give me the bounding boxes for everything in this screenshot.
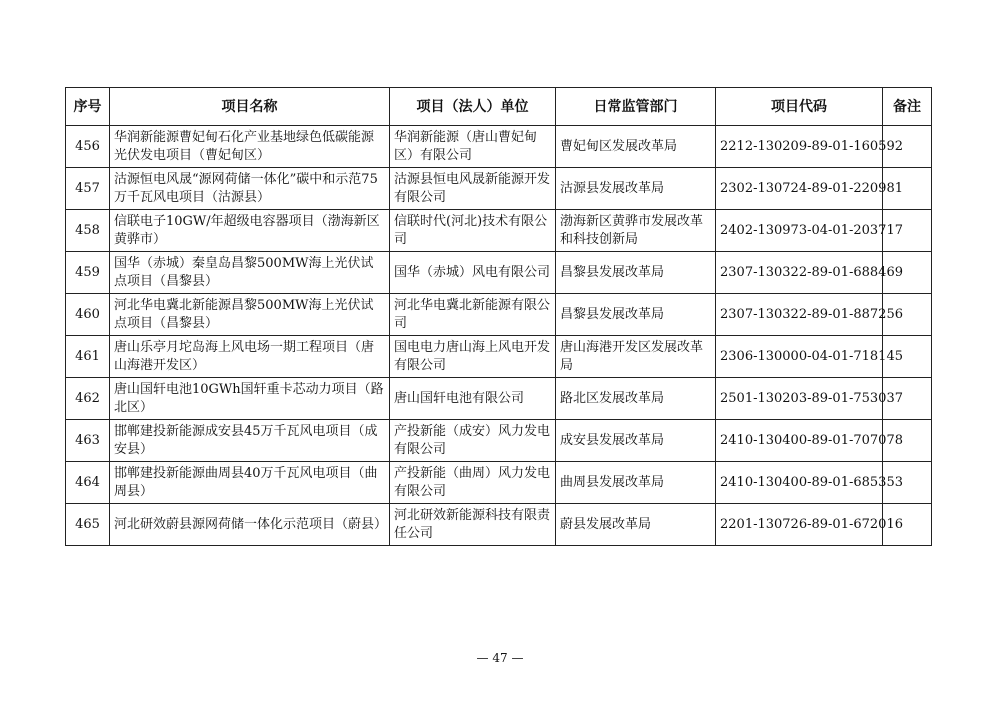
cell-no: 462 (66, 378, 110, 420)
table-row (66, 504, 932, 546)
table-row (66, 210, 932, 252)
table-row (66, 168, 932, 210)
cell-unit: 产投新能（成安）风力发电有限公司 (390, 420, 556, 462)
table-row (66, 378, 932, 420)
table-row (66, 336, 932, 378)
header-unit: 项目（法人）单位 (390, 88, 556, 126)
header-department: 日常监管部门 (556, 88, 716, 126)
cell-no: 463 (66, 420, 110, 462)
cell-unit: 产投新能（曲周）风力发电有限公司 (390, 462, 556, 504)
cell-unit: 唐山国轩电池有限公司 (390, 378, 556, 420)
table-header-row (66, 88, 932, 126)
cell-unit: 信联时代(河北)技术有限公司 (390, 210, 556, 252)
cell-project-name: 信联电子10GW/年超级电容器项目（渤海新区黄骅市） (110, 210, 390, 252)
cell-code: 2307-130322-89-01-688469 (716, 252, 883, 294)
header-project-name: 项目名称 (110, 88, 390, 126)
cell-unit: 华润新能源（唐山曹妃甸区）有限公司 (390, 126, 556, 168)
cell-department: 渤海新区黄骅市发展改革和科技创新局 (556, 210, 716, 252)
cell-department: 曹妃甸区发展改革局 (556, 126, 716, 168)
cell-department: 蔚县发展改革局 (556, 504, 716, 546)
header-code: 项目代码 (716, 88, 883, 126)
cell-unit: 国华（赤城）风电有限公司 (390, 252, 556, 294)
cell-project-name: 唐山国轩电池10GWh国轩重卡芯动力项目（路北区） (110, 378, 390, 420)
cell-code: 2212-130209-89-01-160592 (716, 126, 883, 168)
cell-code: 2306-130000-04-01-718145 (716, 336, 883, 378)
project-table (65, 87, 932, 546)
cell-project-name: 唐山乐亭月坨岛海上风电场一期工程项目（唐山海港开发区） (110, 336, 390, 378)
cell-department: 沽源县发展改革局 (556, 168, 716, 210)
table-row (66, 294, 932, 336)
cell-no: 456 (66, 126, 110, 168)
cell-code: 2402-130973-04-01-203717 (716, 210, 883, 252)
cell-no: 461 (66, 336, 110, 378)
header-note: 备注 (883, 88, 932, 126)
cell-code: 2201-130726-89-01-672016 (716, 504, 883, 546)
table-body (66, 126, 932, 546)
cell-project-name: 河北研效蔚县源网荷储一体化示范项目（蔚县） (110, 504, 390, 546)
cell-unit: 国电电力唐山海上风电开发有限公司 (390, 336, 556, 378)
cell-department: 昌黎县发展改革局 (556, 252, 716, 294)
cell-department: 路北区发展改革局 (556, 378, 716, 420)
cell-project-name: 邯郸建投新能源曲周县40万千瓦风电项目（曲周县） (110, 462, 390, 504)
cell-project-name: 河北华电冀北新能源昌黎500MW海上光伏试点项目（昌黎县） (110, 294, 390, 336)
cell-department: 唐山海港开发区发展改革局 (556, 336, 716, 378)
cell-no: 457 (66, 168, 110, 210)
cell-no: 460 (66, 294, 110, 336)
cell-code: 2410-130400-89-01-685353 (716, 462, 883, 504)
cell-department: 昌黎县发展改革局 (556, 294, 716, 336)
table-row (66, 462, 932, 504)
cell-no: 458 (66, 210, 110, 252)
cell-code: 2410-130400-89-01-707078 (716, 420, 883, 462)
table-row (66, 126, 932, 168)
cell-project-name: 华润新能源曹妃甸石化产业基地绿色低碳能源光伏发电项目（曹妃甸区） (110, 126, 390, 168)
header-no: 序号 (66, 88, 110, 126)
cell-unit: 沽源县恒电风晟新能源开发有限公司 (390, 168, 556, 210)
cell-code: 2501-130203-89-01-753037 (716, 378, 883, 420)
cell-project-name: 沽源恒电风晟“源网荷储一体化”碳中和示范75万千瓦风电项目（沽源县） (110, 168, 390, 210)
cell-unit: 河北华电冀北新能源有限公司 (390, 294, 556, 336)
table-row (66, 420, 932, 462)
cell-no: 465 (66, 504, 110, 546)
cell-project-name: 邯郸建投新能源成安县45万千瓦风电项目（成安县） (110, 420, 390, 462)
cell-code: 2307-130322-89-01-887256 (716, 294, 883, 336)
cell-code: 2302-130724-89-01-220981 (716, 168, 883, 210)
cell-department: 成安县发展改革局 (556, 420, 716, 462)
cell-department: 曲周县发展改革局 (556, 462, 716, 504)
cell-unit: 河北研效新能源科技有限责任公司 (390, 504, 556, 546)
cell-no: 459 (66, 252, 110, 294)
cell-project-name: 国华（赤城）秦皇岛昌黎500MW海上光伏试点项目（昌黎县） (110, 252, 390, 294)
table-row (66, 252, 932, 294)
cell-no: 464 (66, 462, 110, 504)
page-number: — 47 — (476, 651, 524, 665)
